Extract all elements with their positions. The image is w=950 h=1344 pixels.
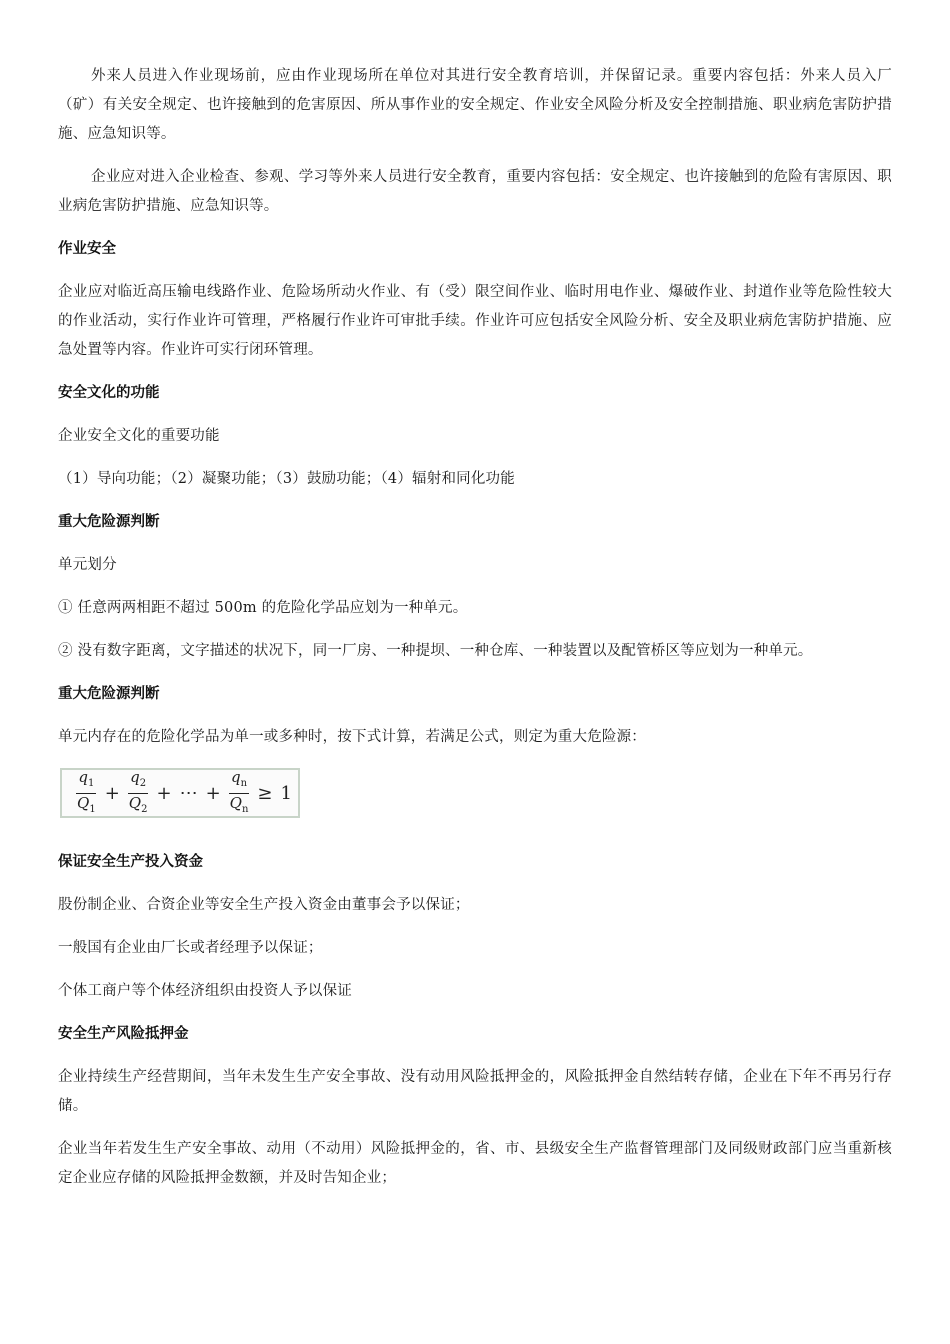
paragraph-visitor-education: 企业应对进入企业检查、参观、学习等外来人员进行安全教育，重要内容包括：安全规定、也许接触到的危险有害原因、职业病危害防护措施、应急知识等。 (58, 169, 892, 214)
paragraph-culture-functions: （1）导向功能；（2）凝聚功能；（3）鼓励功能；（4）辐射和同化功能 (58, 471, 515, 487)
hazard-formula: $\frac{q_1}{Q_1}$ + $\frac{q_2}{Q_2}$ + ⋯ + $\frac{q_n}{Q_n}$ ≥ 1 (72, 776, 286, 810)
paragraph-deposit-reassess: 企业当年若发生生产安全事故、动用（不动用）风险抵押金的，省、市、县级安全生产监督管理部门及同级财政部门应当重新核定企业应存储的风险抵押金数额，并及时告知企业； (58, 1141, 892, 1186)
heading-major-hazard-2: 重大危险源判断 (58, 686, 160, 702)
heading-major-hazard-1: 重大危险源判断 (58, 514, 160, 530)
paragraph-funding-individual: 个体工商户等个体经济组织由投资人予以保证 (58, 983, 352, 999)
heading-work-safety: 作业安全 (58, 241, 116, 257)
paragraph-unit-rule-1: ① 任意两两相距不超过 500m 的危险化学品应划为一种单元。 (58, 600, 468, 616)
fraction-2: $\frac{q_2}{Q_2}$ (128, 767, 148, 815)
formula-image (60, 768, 300, 818)
paragraph-unit-rule-2: ② 没有数字距离，文字描述的状况下，同一厂房、一种提坝、一种仓库、一种装置以及配管桥区等应划为一种单元。 (58, 643, 813, 659)
heading-safety-culture: 安全文化的功能 (58, 385, 160, 401)
heading-funding: 保证安全生产投入资金 (58, 854, 203, 870)
paragraph-work-permit: 企业应对临近高压输电线路作业、危险场所动火作业、有（受）限空间作业、临时用电作业、爆破作业、封道作业等危险性较大的作业活动，实行作业许可管理，严格履行作业许可审批手续。作业许可应包括安全风险分析、安全及职业病危害防护措施、应急处置等内容。作业许可实行闭环管理。 (58, 284, 892, 358)
paragraph-visitor-training: 外来人员进入作业现场前，应由作业现场所在单位对其进行安全教育培训，并保留记录。重要内容包括：外来人员入厂（矿）有关安全规定、也许接触到的危害原因、所从事作业的安全规定、作业安全风险分析及安全控制措施、职业病危害防护措施、应急知识等。 (58, 68, 892, 142)
paragraph-funding-state: 一般国有企业由厂长或者经理予以保证； (58, 940, 323, 956)
paragraph-hazard-formula-intro: 单元内存在的危险化学品为单一或多种时，按下式计算，若满足公式，则定为重大危险源： (58, 729, 646, 745)
paragraph-funding-board: 股份制企业、合资企业等安全生产投入资金由董事会予以保证； (58, 897, 470, 913)
fraction-1: $\frac{q_1}{Q_1}$ (77, 767, 96, 815)
paragraph-unit-division: 单元划分 (58, 557, 117, 573)
fraction-n: $\frac{q_n}{Q_n}$ (229, 767, 249, 815)
document-page (58, 62, 892, 1207)
paragraph-culture-intro: 企业安全文化的重要功能 (58, 428, 220, 444)
heading-risk-deposit: 安全生产风险抵押金 (58, 1026, 189, 1042)
paragraph-deposit-rollover: 企业持续生产经营期间，当年未发生生产安全事故、没有动用风险抵押金的，风险抵押金自然结转存储，企业在下年不再另行存储。 (58, 1069, 892, 1114)
